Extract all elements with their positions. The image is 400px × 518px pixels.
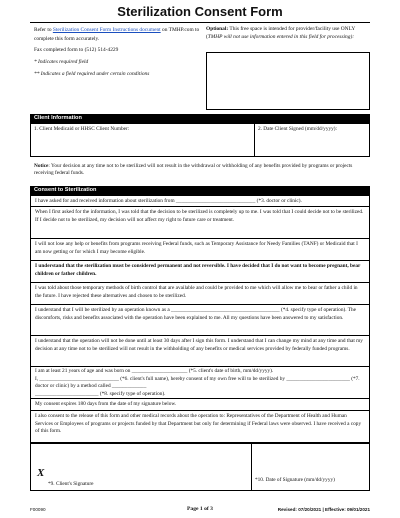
consent-p10: I also consent to the release of this form and other medical records about the operation to: Representatives of the Department of Health and Human Services or Employees of programs or projects funded by that Department but only for determining if Federal laws were observed. I have received a copy of this form. <box>30 411 370 443</box>
revision-info: Revised: 07/20/2021 | Effective: 09/01/2021 <box>277 507 370 512</box>
consent-p9: My consent expires 180 days from the date of my signature below. <box>30 399 370 411</box>
client-signature-field[interactable] <box>30 443 252 491</box>
date-client-signed-label: 2. Date Client Signed (mm/dd/yyyy): <box>258 126 338 132</box>
notice-block <box>30 161 370 184</box>
signature-date-label: *10. Date of Signature (mm/dd/yyyy) <box>255 477 335 483</box>
consent-p8a: I am at least 21 years of age and was born on _____________________ (*5. client's date of birth, mm/dd/yyyy). <box>35 368 274 374</box>
refer-suffix: on TMHP.com to complete this form accurately. <box>34 27 200 42</box>
client-signature-label: *9. Client's Signature <box>48 481 94 487</box>
refer-text <box>34 26 202 43</box>
consent-header: Consent to Sterilization <box>30 186 370 195</box>
form-id: F00090 <box>30 507 46 512</box>
consent-p3: I will not lose any help or benefits from programs receiving Federal funds, such as Temporary Assistance for Needy Families (TANF) or Medicaid that I am now getting or for which I may become eligible. <box>30 239 370 261</box>
form-title: Sterilization Consent Form <box>117 4 283 19</box>
page-number: Page 1 of 3 <box>187 506 213 512</box>
notice-label: Notice <box>34 163 49 169</box>
client-info-header: Client Information <box>30 114 370 123</box>
consent-p2: When I first asked for the information, I was told that the decision to be sterilized is completely up to me. I was told that I could decide not to be sterilized. If I decide not to be sterilized, my decision will not affect my right to future care or treatment. <box>30 207 370 239</box>
conditional-note: ** Indicates a field required under certain conditions <box>34 70 150 77</box>
instructions-link[interactable]: Sterilization Consent Form Instructions document <box>52 27 161 33</box>
notice-text: : Your decision at any time not to be sterilized will not result in the withdrawal or withholding of any benefits provided by programs or projects receiving federal funds. <box>34 163 353 177</box>
required-note: * Indicates required field <box>34 58 89 65</box>
optional-note <box>206 26 370 42</box>
consent-p8 <box>30 367 370 399</box>
consent-p7: I understand that the operation will not be done until at least 30 days after I sign this form. I understand that I can change my mind at any time and that my decision at any time not to be sterilized will not result in the withholding of any benefits or medical services provided by federally funded programs. <box>30 336 370 367</box>
optional-label: Optional: <box>206 26 229 32</box>
optional-text1: This free space is intended for provider/facility use ONLY ( <box>206 26 356 40</box>
optional-field[interactable] <box>206 52 370 110</box>
consent-p6: I understand that I will be sterilized by an operation known as a _________________________________________ (*4. specify type of operation). The discomforts, risks and benefits associated with the operation have been explained to me. All my questions have been answered to my satisfaction. <box>30 305 370 336</box>
date-client-signed-field[interactable] <box>254 123 370 157</box>
signature-mark: X <box>37 467 45 479</box>
refer-prefix: Refer to <box>34 27 53 33</box>
consent-p1: I have asked for and received information about sterilization from ______________________________ (*3. doctor or clinic). <box>30 195 370 207</box>
consent-p5: I was told about those temporary methods of birth control that are available and could be provided to me which will allow me to bear or father a child in the future. I have rejected these alternatives and chosen to be sterilized. <box>30 283 370 305</box>
medicaid-number-label: 1. Client Medicaid or HHSC Client Number: <box>34 126 130 132</box>
consent-p8b: I, ______________________________ (*6. client's full name), hereby consent of my own free will to be sterilized by ________________________ (*7. doctor or clinic) by a method called _____________ <box>35 375 360 390</box>
fax-text: Fax completed form to (512) 514-4229 <box>34 47 119 54</box>
medicaid-number-field[interactable] <box>30 123 255 157</box>
intro-block <box>34 26 202 78</box>
consent-p8c: ________________________ (*8. specify type of operation). <box>35 390 166 397</box>
optional-text2: TMHP will not use information entered in this field for processing): <box>207 33 355 40</box>
consent-p4: I understand that the sterilization must be considered permanent and not reversible. I have decided that I do not want to become pregnant, bear children or father children. <box>30 261 370 283</box>
title-rule <box>30 22 370 23</box>
signature-date-field[interactable] <box>251 443 370 491</box>
